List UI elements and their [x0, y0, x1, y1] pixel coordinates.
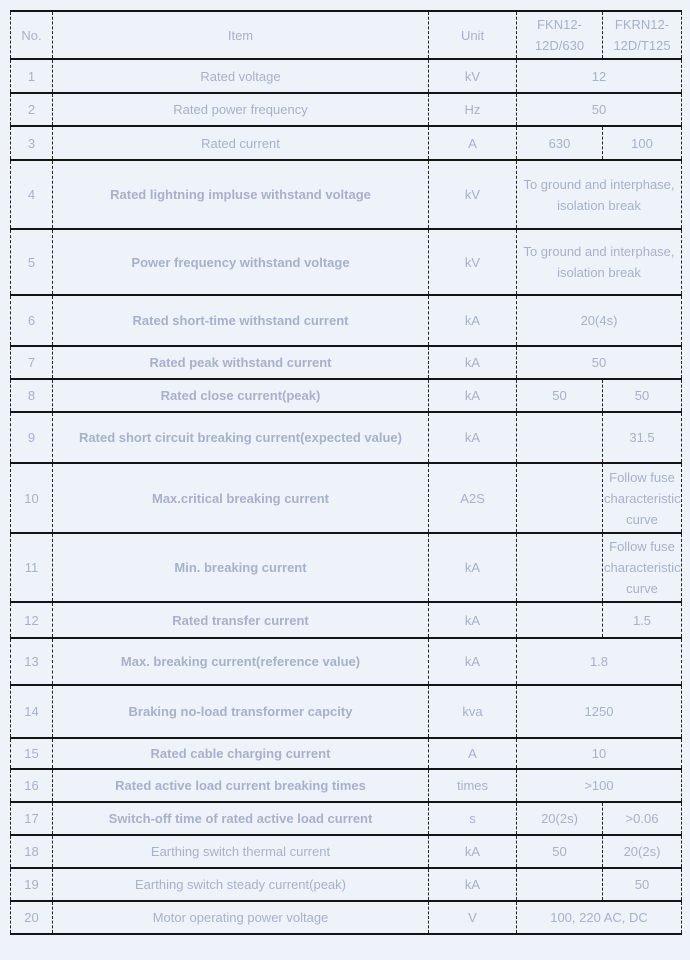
- header-cell-model2: FKRN12-12D/T125: [603, 11, 682, 59]
- table-row: [11, 229, 682, 295]
- row-number-cell: 3: [11, 126, 53, 160]
- value-cell-model1: 630: [517, 126, 603, 160]
- unit-cell: kA: [429, 602, 517, 638]
- unit-cell: kA: [429, 835, 517, 868]
- unit-cell: kA: [429, 379, 517, 412]
- row-number-cell: 2: [11, 93, 53, 126]
- row-number-cell: 6: [11, 295, 53, 346]
- table-row: [11, 379, 682, 412]
- value-cell-model1: [517, 602, 603, 638]
- row-number-cell: 10: [11, 463, 53, 533]
- table-row: [11, 901, 682, 934]
- item-cell: Power frequency withstand voltage: [53, 229, 429, 295]
- item-cell: Max.critical breaking current: [53, 463, 429, 533]
- item-cell: Earthing switch thermal current: [53, 835, 429, 868]
- table-row: [11, 59, 682, 93]
- unit-cell: kA: [429, 868, 517, 901]
- unit-cell: Hz: [429, 93, 517, 126]
- row-number-cell: 20: [11, 901, 53, 934]
- header-row: [11, 11, 682, 59]
- value-cell-merged: 50: [517, 346, 682, 379]
- value-cell-model1: 50: [517, 835, 603, 868]
- table-row: [11, 160, 682, 229]
- row-number-cell: 17: [11, 802, 53, 835]
- unit-cell: V: [429, 901, 517, 934]
- unit-cell: s: [429, 802, 517, 835]
- table-row: [11, 412, 682, 463]
- header-cell-model1: FKN12-12D/630: [517, 11, 603, 59]
- item-cell: Braking no-load transformer capcity: [53, 685, 429, 738]
- value-cell-model1: [517, 463, 603, 533]
- item-cell: Rated power frequency: [53, 93, 429, 126]
- item-cell: Rated transfer current: [53, 602, 429, 638]
- item-cell: Rated close current(peak): [53, 379, 429, 412]
- value-cell-model2: Follow fuse characteristic curve: [603, 533, 682, 602]
- value-cell-model2: Follow fuse characteristic curve: [603, 463, 682, 533]
- value-cell-merged: >100: [517, 769, 682, 802]
- item-cell: Min. breaking current: [53, 533, 429, 602]
- row-number-cell: 19: [11, 868, 53, 901]
- value-cell-merged: To ground and interphase, isolation break: [517, 229, 682, 295]
- value-cell-merged: 100, 220 AC, DC: [517, 901, 682, 934]
- table-row: [11, 868, 682, 901]
- table-row: [11, 93, 682, 126]
- item-cell: Rated short circuit breaking current(expected value): [53, 412, 429, 463]
- row-number-cell: 13: [11, 638, 53, 685]
- spec-table: [10, 10, 682, 935]
- table-row: [11, 602, 682, 638]
- item-cell: Rated current: [53, 126, 429, 160]
- table-row: [11, 463, 682, 533]
- row-number-cell: 14: [11, 685, 53, 738]
- row-number-cell: 9: [11, 412, 53, 463]
- item-cell: Rated cable charging current: [53, 738, 429, 769]
- table-row: [11, 835, 682, 868]
- value-cell-model2: 20(2s): [603, 835, 682, 868]
- table-row: [11, 346, 682, 379]
- value-cell-model2: 50: [603, 868, 682, 901]
- value-cell-merged: To ground and interphase, isolation break: [517, 160, 682, 229]
- row-number-cell: 5: [11, 229, 53, 295]
- item-cell: Rated voltage: [53, 59, 429, 93]
- value-cell-model1: [517, 412, 603, 463]
- unit-cell: kA: [429, 533, 517, 602]
- unit-cell: kV: [429, 59, 517, 93]
- item-cell: Rated short-time withstand current: [53, 295, 429, 346]
- unit-cell: kV: [429, 160, 517, 229]
- unit-cell: kV: [429, 229, 517, 295]
- item-cell: Max. breaking current(reference value): [53, 638, 429, 685]
- value-cell-model2: >0.06: [603, 802, 682, 835]
- table-row: [11, 126, 682, 160]
- header-cell-unit: Unit: [429, 11, 517, 59]
- row-number-cell: 16: [11, 769, 53, 802]
- item-cell: Motor operating power voltage: [53, 901, 429, 934]
- value-cell-model2: 100: [603, 126, 682, 160]
- row-number-cell: 4: [11, 160, 53, 229]
- value-cell-model1: [517, 868, 603, 901]
- unit-cell: A: [429, 126, 517, 160]
- row-number-cell: 11: [11, 533, 53, 602]
- spec-table-body: [11, 59, 682, 934]
- header-cell-item: Item: [53, 11, 429, 59]
- value-cell-merged: 1250: [517, 685, 682, 738]
- row-number-cell: 8: [11, 379, 53, 412]
- unit-cell: kva: [429, 685, 517, 738]
- unit-cell: kA: [429, 412, 517, 463]
- table-row: [11, 685, 682, 738]
- value-cell-merged: 20(4s): [517, 295, 682, 346]
- table-row: [11, 769, 682, 802]
- value-cell-merged: 50: [517, 93, 682, 126]
- row-number-cell: 1: [11, 59, 53, 93]
- item-cell: Switch-off time of rated active load current: [53, 802, 429, 835]
- header-cell-no: No.: [11, 11, 53, 59]
- value-cell-model1: 20(2s): [517, 802, 603, 835]
- row-number-cell: 7: [11, 346, 53, 379]
- value-cell-model2: 31.5: [603, 412, 682, 463]
- value-cell-model1: 50: [517, 379, 603, 412]
- value-cell-merged: 12: [517, 59, 682, 93]
- row-number-cell: 18: [11, 835, 53, 868]
- unit-cell: kA: [429, 638, 517, 685]
- row-number-cell: 15: [11, 738, 53, 769]
- value-cell-model2: 1.5: [603, 602, 682, 638]
- table-row: [11, 533, 682, 602]
- row-number-cell: 12: [11, 602, 53, 638]
- unit-cell: kA: [429, 346, 517, 379]
- table-row: [11, 638, 682, 685]
- unit-cell: A2S: [429, 463, 517, 533]
- item-cell: Rated active load current breaking times: [53, 769, 429, 802]
- value-cell-model1: [517, 533, 603, 602]
- table-row: [11, 802, 682, 835]
- item-cell: Earthing switch steady current(peak): [53, 868, 429, 901]
- table-row: [11, 295, 682, 346]
- item-cell: Rated peak withstand current: [53, 346, 429, 379]
- unit-cell: A: [429, 738, 517, 769]
- value-cell-merged: 1.8: [517, 638, 682, 685]
- item-cell: Rated lightning impluse withstand voltage: [53, 160, 429, 229]
- table-row: [11, 738, 682, 769]
- unit-cell: kA: [429, 295, 517, 346]
- unit-cell: times: [429, 769, 517, 802]
- value-cell-model2: 50: [603, 379, 682, 412]
- value-cell-merged: 10: [517, 738, 682, 769]
